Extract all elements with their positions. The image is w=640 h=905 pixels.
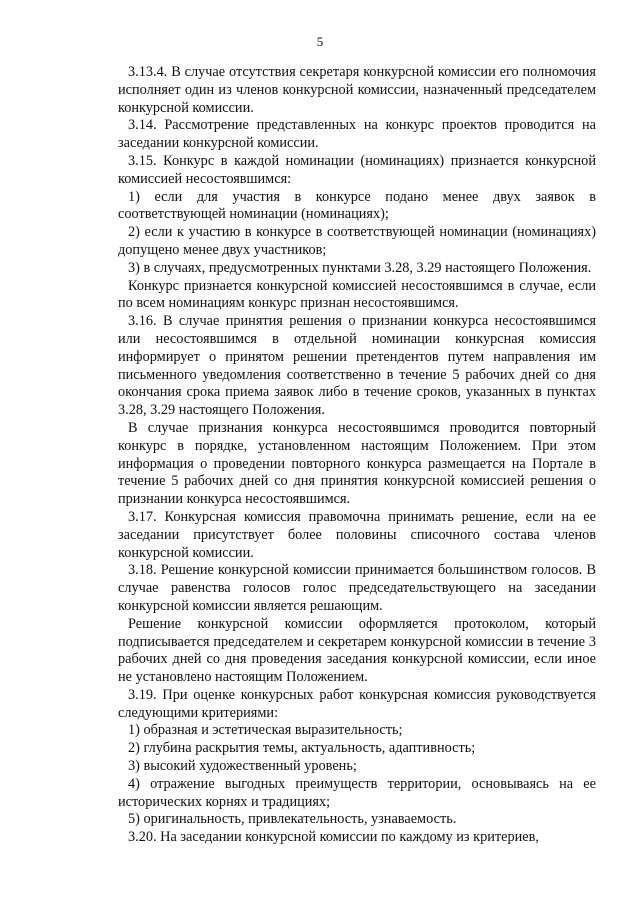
paragraph: Конкурс признается конкурсной комиссией несостоявшимся в случае, если по всем номинациям конкурс признан несостоявшимся. xyxy=(118,277,596,312)
list-item: 1) если для участия в конкурсе подано менее двух заявок в соответствующей номинации (номинациях); xyxy=(118,188,596,223)
page-number: 5 xyxy=(316,34,324,49)
list-item: 5) оригинальность, привлекательность, узнаваемость. xyxy=(128,811,457,828)
list-item: 3) в случаях, предусмотренных пунктами 3.28, 3.29 настоящего Положения. xyxy=(128,259,592,276)
list-item: 2) глубина раскрытия темы, актуальность, адаптивность; xyxy=(128,740,476,757)
paragraph-3-13-4: 3.13.4. В случае отсутствия секретаря конкурсной комиссии его полномочия исполняет один из членов конкурсной комиссии, назначенный председателем конкурсной комиссии. xyxy=(118,64,596,116)
list-item: 4) отражение выгодных преимуществ территории, основываясь на ее исторических корнях и традициях; xyxy=(118,775,596,810)
document-body xyxy=(118,64,596,847)
list-item: 3) высокий художественный уровень; xyxy=(128,758,357,775)
list-item: 1) образная и эстетическая выразительность; xyxy=(128,722,403,739)
paragraph: Решение конкурсной комиссии оформляется протоколом, который подписывается председателем и секретарем конкурсной комиссии в течение 3 рабочих дней со дня проведения заседания конкурсной комиссии, если иное не установлено настоящим Положением. xyxy=(118,615,596,686)
paragraph-3-18: 3.18. Решение конкурсной комиссии принимается большинством голосов. В случае равенства голосов голос председательствующего на заседании конкурсной комиссии является решающим. xyxy=(118,562,596,614)
paragraph-3-14: 3.14. Рассмотрение представленных на конкурс проектов проводится на заседании конкурсной комиссии. xyxy=(118,117,596,152)
paragraph: В случае признания конкурса несостоявшимся проводится повторный конкурс в порядке, установленном настоящим Положением. При этом информация о проведении повторного конкурса размещается на Портале в течение 5 рабочих дней со дня принятия конкурсной комиссией решения о признании конкурса несостоявшимся. xyxy=(118,419,596,508)
paragraph-3-19: 3.19. При оценке конкурсных работ конкурсная комиссия руководствуется следующими критериями: xyxy=(118,686,596,721)
paragraph-3-17: 3.17. Конкурсная комиссия правомочна принимать решение, если на ее заседании присутствует более половины списочного состава членов конкурсной комиссии. xyxy=(118,508,596,561)
paragraph-3-20: 3.20. На заседании конкурсной комиссии по каждому из критериев, xyxy=(128,829,539,846)
paragraph-3-16: 3.16. В случае принятия решения о признании конкурса несостоявшимся или несостоявшимся в отдельной номинации конкурсная комиссия информирует о принятом решении претендентов путем направления им письменного уведомления соответственно в течение 5 рабочих дней со дня окончания срока приема заявок либо в течение сроков, указанных в пунктах 3.28, 3.29 настоящего Положения. xyxy=(118,313,596,419)
list-item: 2) если к участию в конкурсе в соответствующей номинации (номинациях) допущено менее двух участников; xyxy=(118,224,596,258)
paragraph-3-15: 3.15. Конкурс в каждой номинации (номинациях) признается конкурсной комиссией несостоявшимся: xyxy=(118,152,596,187)
